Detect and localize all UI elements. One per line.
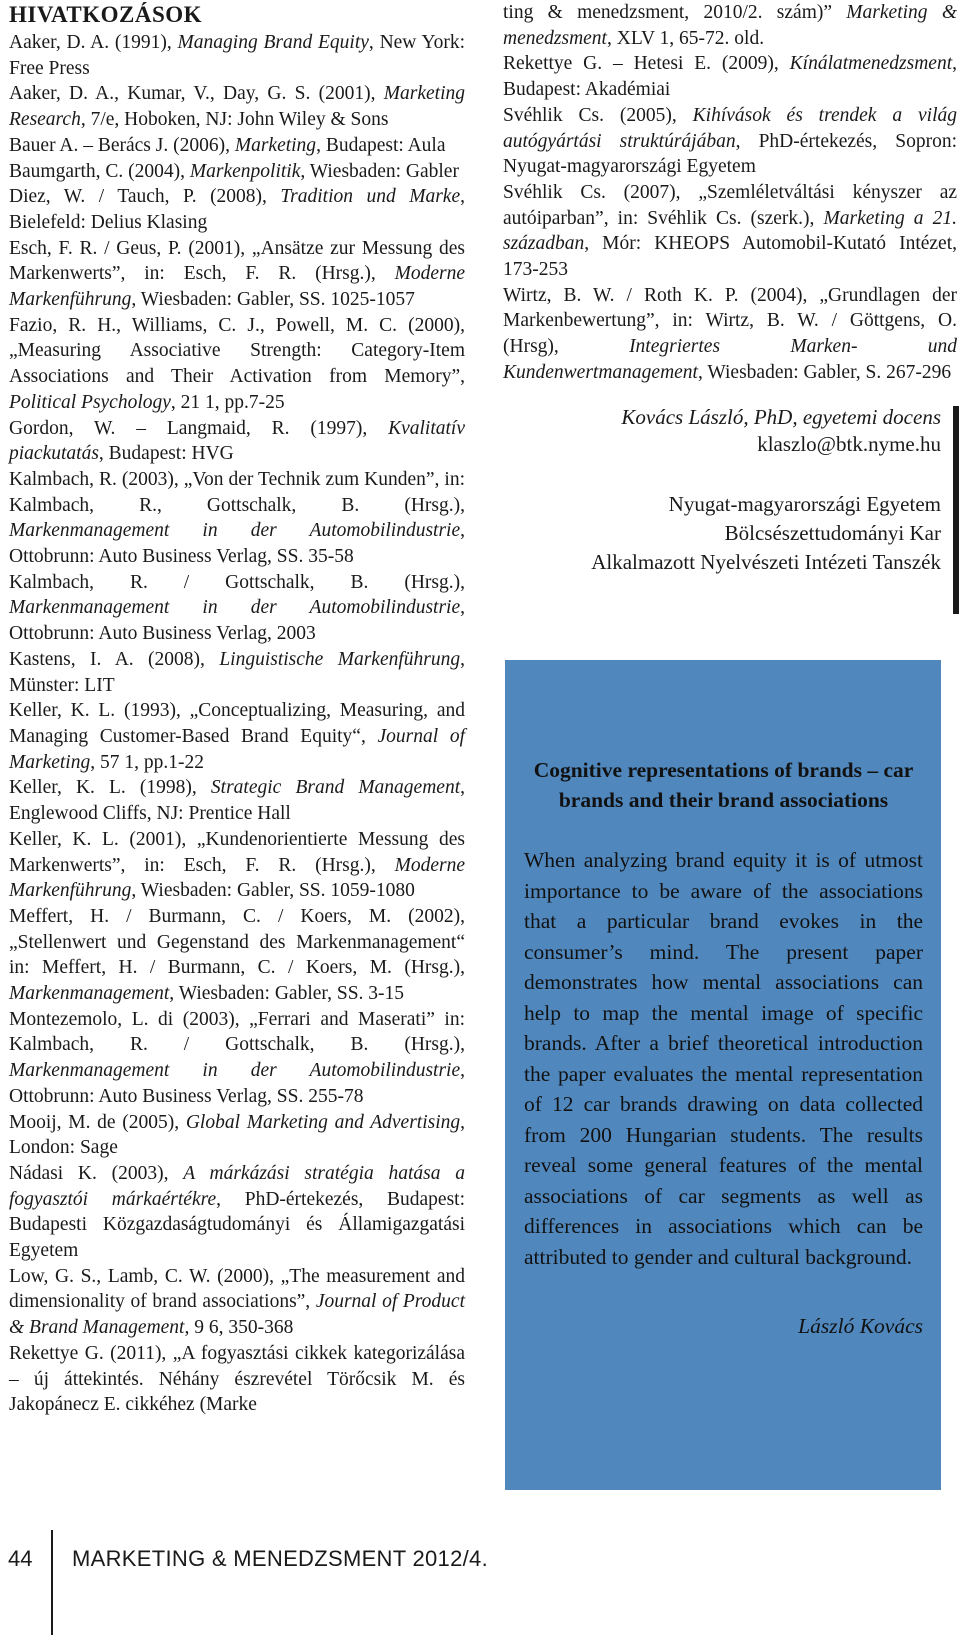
reference-text: Esch, F. R. / Geus, P. (2001), „Ansätze zur Messung des Markenwerts”, in: Esch, F. R. (Hrsg.), bbox=[9, 237, 465, 285]
reference-title: Markenmanagement in der Automobilindustrie bbox=[9, 520, 461, 542]
reference-entry bbox=[9, 570, 465, 647]
reference-title: Global Marketing and Advertising bbox=[185, 1111, 461, 1133]
reference-publisher: , Budapest: Aula bbox=[316, 134, 446, 156]
reference-title: Marketing bbox=[234, 134, 317, 156]
reference-title: Marketing & menedzsment bbox=[503, 2, 957, 49]
references-column-left bbox=[9, 0, 465, 1418]
reference-text: Montezemolo, L. di (2003), „Ferrari and Maserati” in: Kalmbach, R. / Gottschalk, B. (Hrsg.), bbox=[9, 1008, 465, 1056]
reference-publisher: , Münster: LIT bbox=[9, 648, 465, 696]
reference-entry bbox=[9, 1264, 465, 1341]
reference-publisher: , Wiesbaden: Gabler, SS. 3-15 bbox=[169, 983, 405, 1005]
reference-title: Markenpolitik bbox=[189, 160, 301, 182]
reference-entry bbox=[503, 283, 957, 386]
reference-entry bbox=[9, 81, 465, 132]
reference-text: Rekettye G. – Hetesi E. (2009), bbox=[503, 53, 790, 75]
reference-publisher: , Ottobrunn: Auto Business Verlag, 2003 bbox=[9, 597, 465, 645]
reference-entry bbox=[9, 1007, 465, 1110]
reference-title: Markenmanagement in der Automobilindustrie bbox=[9, 1060, 461, 1082]
reference-entry bbox=[9, 313, 465, 416]
page-number: 44 bbox=[8, 1546, 33, 1571]
reference-title: Kínálatmenedzsment bbox=[789, 53, 953, 75]
reference-publisher: , New York: Free Press bbox=[9, 32, 465, 79]
reference-entry bbox=[9, 1341, 465, 1418]
reference-entry bbox=[503, 103, 957, 180]
author-info bbox=[503, 388, 960, 606]
reference-publisher: , Bielefeld: Delius Klasing bbox=[9, 186, 465, 233]
reference-list-left bbox=[9, 30, 465, 1418]
abstract-body: When analyzing brand equity it is of utmost importance to be aware of the associations that a particular brand evokes in the consumer’s mind. The present paper demonstrates how mental associations can help to map the mental image of specific brands. After a brief theoretical introduction the paper evaluates the mental representation of 12 car brands drawing on data collected from 200 Hungarian students. The results reveal some general features of the mental associations of car segments as well as differences in associations which can be attributed to gender and cultural background. bbox=[524, 848, 923, 1269]
reference-entry bbox=[9, 30, 465, 81]
reference-text: Nádasi K. (2003), bbox=[9, 1162, 184, 1184]
abstract-title: Cognitive representations of brands – car brands and their brand associations bbox=[533, 758, 914, 812]
reference-title: Managing Brand Equity bbox=[177, 32, 369, 53]
reference-publisher: , Ottobrunn: Auto Business Verlag, SS. 35-58 bbox=[9, 520, 465, 568]
section-heading: HIVATKOZÁSOK bbox=[9, 2, 203, 27]
reference-title: Moderne Markenführung bbox=[9, 854, 465, 902]
reference-text: Kalmbach, R. (2003), „Von der Technik zum Kunden”, in: Kalmbach, R., Gottschalk, B. (Hrsg.), bbox=[9, 468, 465, 516]
reference-text: Wirtz, B. W. / Roth K. P. (2004), „Grundlagen der Markenbewertung”, in: Wirtz, B. W. / Göttgens, O. (Hrsg), bbox=[503, 284, 957, 358]
reference-publisher: , London: Sage bbox=[9, 1111, 465, 1159]
reference-text: Baumgarth, C. (2004), bbox=[9, 160, 190, 182]
reference-title: Markenmanagement in der Automobilindustrie bbox=[9, 597, 461, 619]
reference-entry bbox=[9, 133, 465, 159]
author-affiliation-university: Nyugat-magyarországi Egyetem bbox=[668, 492, 941, 516]
reference-entry bbox=[503, 180, 957, 283]
author-info-bar bbox=[953, 406, 959, 614]
reference-title: Political Psychology bbox=[9, 391, 171, 413]
reference-publisher: , Budapest: Akadémiai bbox=[503, 53, 957, 101]
reference-publisher: , 7/e, Hoboken, NJ: John Wiley & Sons bbox=[80, 109, 389, 131]
reference-text: Kastens, I. A. (2008), bbox=[9, 648, 220, 670]
author-affiliation-faculty: Bölcsészettudományi Kar bbox=[724, 521, 941, 545]
reference-text: Fazio, R. H., Williams, C. J., Powell, M. C. (2000), „Measuring Associative Strength: Category-Item Associations and Their Activation from Memory”, bbox=[9, 314, 465, 388]
reference-title: Strategic Brand Management bbox=[210, 777, 461, 799]
reference-entry bbox=[9, 775, 465, 826]
reference-text: Mooij, M. de (2005), bbox=[9, 1111, 186, 1133]
reference-publisher: , Budapest: HVG bbox=[98, 443, 234, 465]
reference-publisher: , Ottobrunn: Auto Business Verlag, SS. 255-78 bbox=[9, 1060, 465, 1107]
reference-title: Journal of Marketing bbox=[9, 725, 465, 773]
reference-title: Kvalitatív piackutatás bbox=[9, 417, 465, 465]
reference-title: Marketing a 21. században bbox=[503, 207, 957, 255]
reference-title: Kihívások és trendek a világ autógyártási struktúrájában bbox=[503, 104, 957, 152]
reference-entry bbox=[9, 698, 465, 775]
reference-publisher: , PhD-értekezés, Budapest: Budapesti Közgazdaságtudományi és Államigazgatási Egyetem bbox=[9, 1188, 465, 1262]
reference-entry bbox=[9, 159, 465, 185]
reference-entry bbox=[9, 827, 465, 904]
author-name: Kovács László, PhD, egyetemi docens bbox=[621, 405, 941, 429]
reference-title: Linguistische Markenführung bbox=[219, 648, 461, 670]
reference-text: ting & menedzsment, 2010/2. szám)” bbox=[503, 2, 847, 23]
reference-publisher: , Wiesbaden: Gabler, S. 267-296 bbox=[697, 361, 952, 383]
reference-entry bbox=[503, 51, 957, 102]
reference-entry bbox=[503, 0, 957, 51]
reference-publisher: , 9 6, 350-368 bbox=[184, 1317, 294, 1339]
reference-entry bbox=[9, 236, 465, 313]
reference-entry bbox=[9, 184, 465, 235]
author-affiliation-department: Alkalmazott Nyelvészeti Intézeti Tanszék bbox=[591, 550, 941, 574]
reference-publisher: , Wiesbaden: Gabler, SS. 1059-1080 bbox=[131, 880, 415, 902]
reference-entry bbox=[9, 416, 465, 467]
page-footer bbox=[0, 1530, 960, 1635]
reference-title: Tradition und Marke bbox=[280, 186, 461, 208]
reference-title: Integriertes Marken- und Kundenwertmanagement bbox=[503, 336, 957, 383]
reference-title: A márkázási stratégia hatása a fogyasztói márkaértékre bbox=[9, 1162, 465, 1210]
reference-publisher: , 57 1, pp.1-22 bbox=[90, 751, 204, 773]
abstract-signature: László Kovács bbox=[798, 1314, 923, 1338]
reference-publisher: , Mór: KHEOPS Automobil-Kutató Intézet, 173-253 bbox=[503, 233, 957, 281]
reference-text: Bauer A. – Berács J. (2006), bbox=[9, 134, 235, 156]
reference-text: Svéhlik Cs. (2007), „Szemléletváltási kényszer az autóiparban”, in: Svéhlik Cs. (szerk.), bbox=[503, 181, 957, 229]
references-column-right bbox=[503, 0, 957, 386]
reference-text: Aaker, D. A. (1991), bbox=[9, 32, 178, 53]
reference-text: Meffert, H. / Burmann, C. / Koers, M. (2002), „Stellenwert und Gegenstand des Markenmanagement“ in: Meffert, H. / Burmann, C. / Koers, M. (Hrsg.), bbox=[9, 905, 465, 979]
author-email: klaszlo@btk.nyme.hu bbox=[757, 432, 941, 456]
footer-divider bbox=[51, 1530, 53, 1635]
reference-title: Markenmanagement bbox=[9, 983, 170, 1005]
reference-text: Aaker, D. A., Kumar, V., Day, G. S. (2001), bbox=[9, 83, 384, 105]
reference-title: Marketing Research bbox=[9, 83, 465, 131]
reference-text: Keller, K. L. (1993), „Conceptualizing, Measuring, and Managing Customer-Based Brand Equity“, bbox=[9, 700, 465, 747]
reference-publisher: , PhD-értekezés, Sopron: Nyugat-magyarországi Egyetem bbox=[503, 130, 957, 178]
reference-text: Gordon, W. – Langmaid, R. (1997), bbox=[9, 417, 389, 439]
reference-entry bbox=[9, 467, 465, 570]
reference-title: Moderne Markenführung bbox=[9, 263, 465, 311]
reference-publisher: , Wiesbaden: Gabler bbox=[300, 160, 459, 182]
reference-title: Journal of Product & Brand Management bbox=[9, 1291, 465, 1339]
reference-list-right bbox=[503, 0, 957, 386]
reference-entry bbox=[9, 647, 465, 698]
reference-publisher: , Englewood Cliffs, NJ: Prentice Hall bbox=[9, 777, 465, 825]
reference-text: Low, G. S., Lamb, C. W. (2000), „The measurement and dimensionality of brand associations”, bbox=[9, 1265, 465, 1313]
reference-entry bbox=[9, 1161, 465, 1264]
reference-publisher: , 21 1, pp.7-25 bbox=[170, 391, 285, 413]
publication-title: MARKETING & MENEDZSMENT 2012/4. bbox=[72, 1546, 488, 1571]
reference-publisher: , XLV 1, 65-72. old. bbox=[606, 27, 765, 49]
reference-text: Rekettye G. (2011), „A fogyasztási cikkek kategorizálása – új áttekintés. Néhány észrevétel Törőcsik M. és Jakopánecz E. cikkéhez (Marke bbox=[9, 1342, 465, 1416]
reference-text: Svéhlik Cs. (2005), bbox=[503, 104, 693, 126]
english-abstract-box bbox=[505, 660, 941, 1490]
reference-text: Kalmbach, R. / Gottschalk, B. (Hrsg.), bbox=[9, 571, 465, 593]
reference-publisher: , Wiesbaden: Gabler, SS. 1025-1057 bbox=[131, 289, 415, 311]
reference-text: Keller, K. L. (2001), „Kundenorientierte Messung des Markenwerts”, in: Esch, F. R. (Hrsg.), bbox=[9, 828, 465, 876]
reference-text: Diez, W. / Tauch, P. (2008), bbox=[9, 186, 281, 208]
reference-text: Keller, K. L. (1998), bbox=[9, 777, 211, 799]
reference-entry bbox=[9, 1110, 465, 1161]
reference-entry bbox=[9, 904, 465, 1007]
